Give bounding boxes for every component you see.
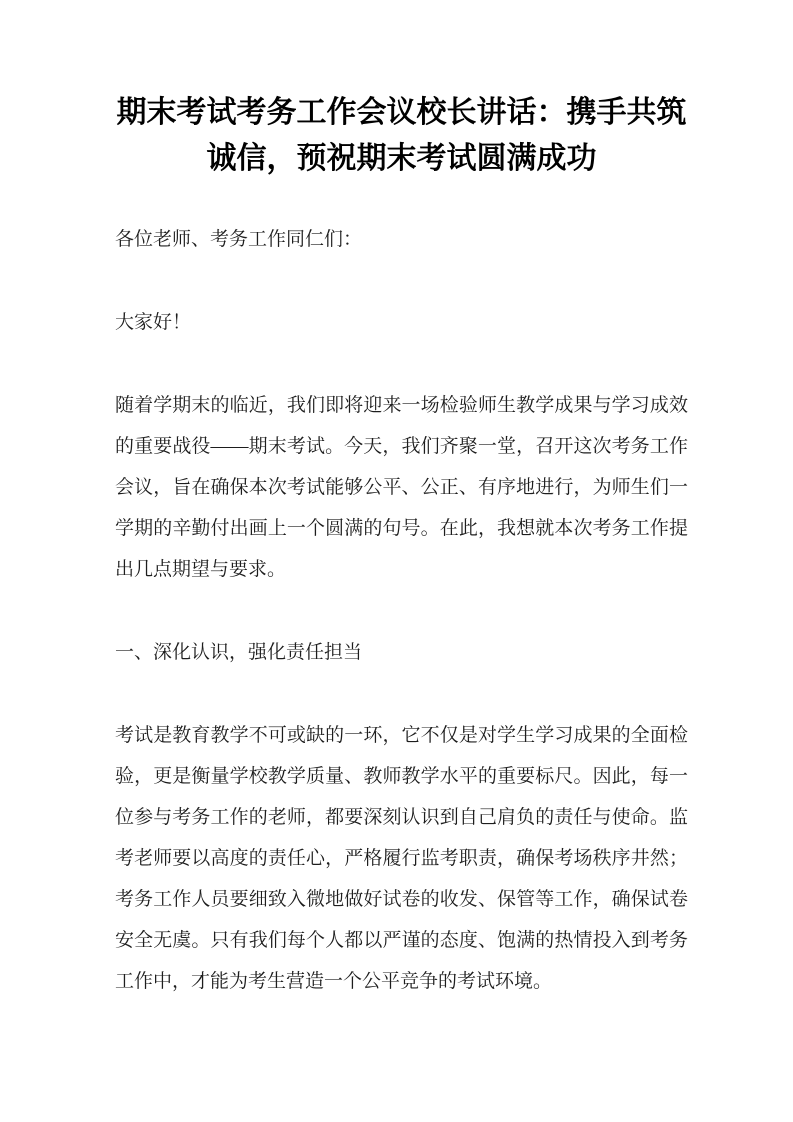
document-title: 期末考试考务工作会议校长讲话：携手共筑诚信，预祝期末考试圆满成功 — [116, 96, 687, 175]
paragraph-body: 随着学期末的临近，我们即将迎来一场检验师生教学成果与学习成效的重要战役——期末考试。今天，我们齐聚一堂，召开这次考务工作会议，旨在确保本次考试能够公平、公正、有序地进行，为师生们一学期的辛勤付出画上一个圆满的句号。在此，我想就本次考务工作提出几点期望与要求。 — [115, 395, 688, 580]
paragraph-body: 考试是教育教学不可或缺的一环，它不仅是对学生学习成果的全面检验，更是衡量学校教学质量、教师教学水平的重要标尺。因此，每一位参与考务工作的老师，都要深刻认识到自己肩负的责任与使命。监考老师要以高度的责任心，严格履行监考职责，确保考场秩序井然；考务工作人员要细致入微地做好试卷的收发、保管等工作，确保试卷安全无虞。只有我们每个人都以严谨的态度、饱满的热情投入到考务工作中，才能为考生营造一个公平竞争的考试环境。 — [115, 725, 688, 992]
paragraph-heading: 一、深化认识，强化责任担当 — [115, 642, 363, 663]
paragraph-greeting: 各位老师、考务工作同仁们： — [115, 229, 363, 250]
paragraph-greeting: 大家好！ — [115, 312, 192, 333]
document-content — [115, 219, 688, 1002]
